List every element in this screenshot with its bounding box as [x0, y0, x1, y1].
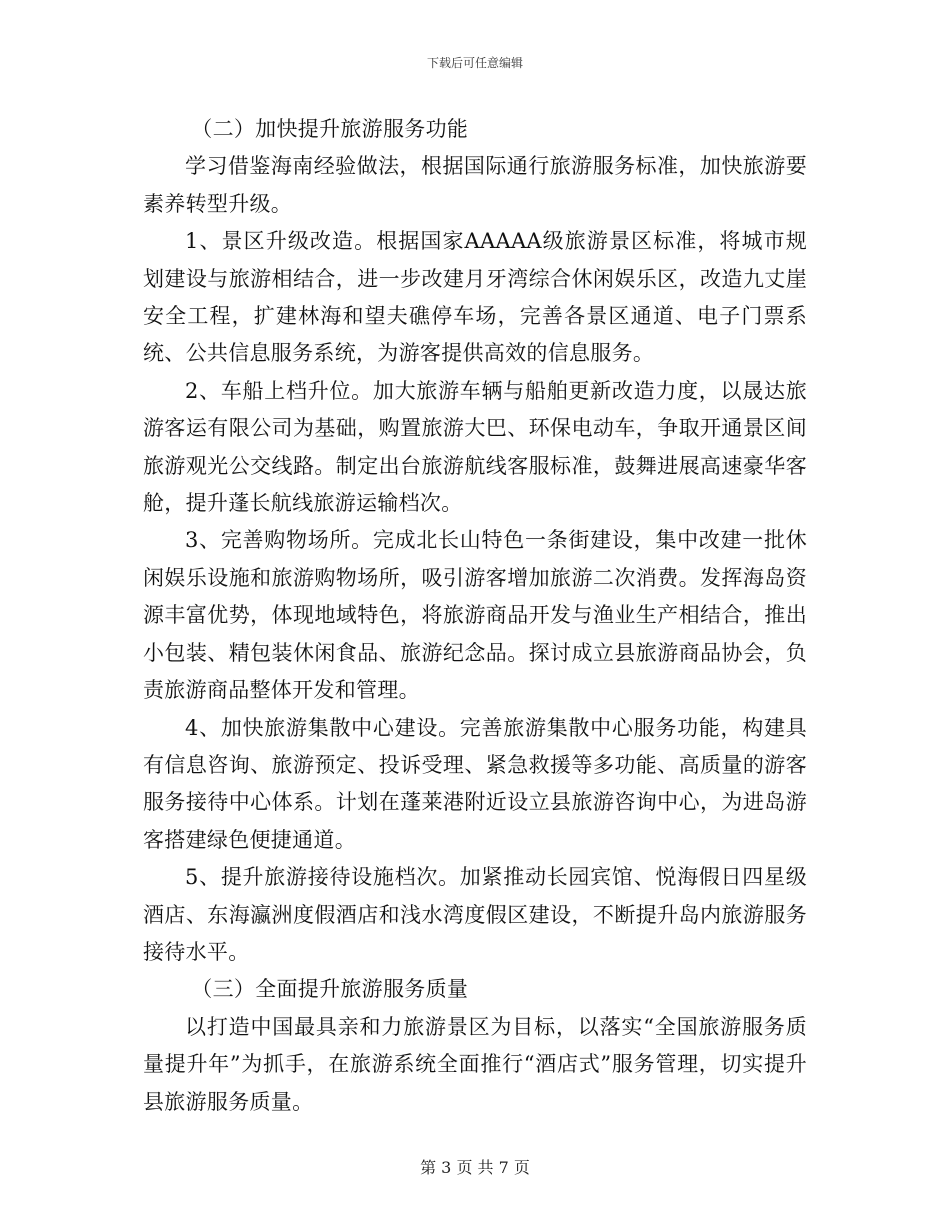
- body-paragraph: 5、提升旅游接待设施档次。加紧推动长园宾馆、悦海假日四星级酒店、东海瀛洲度假酒店和浅水湾度假区建设，不断提升岛内旅游服务接待水平。: [143, 865, 807, 964]
- body-paragraph: 学习借鉴海南经验做法，根据国际通行旅游服务标准，加快旅游要素养转型升级。: [143, 154, 807, 216]
- document-body: [143, 111, 807, 1121]
- section-heading: （二）加快提升旅游服务功能: [191, 117, 469, 141]
- body-paragraph: 4、加快旅游集散中心建设。完善旅游集散中心服务功能，构建具有信息咨询、旅游预定、投诉受理、紧急救援等多功能、高质量的游客服务接待中心体系。计划在蓬莱港附近设立县旅游咨询中心，为进岛游客搭建绿色便捷通道。: [143, 715, 807, 852]
- body-paragraph: 3、完善购物场所。完成北长山特色一条街建设，集中改建一批休闲娱乐设施和旅游购物场所，吸引游客增加旅游二次消费。发挥海岛资源丰富优势，体现地域特色，将旅游商品开发与渔业生产相结合，推出小包装、精包装休闲食品、旅游纪念品。探讨成立县旅游商品协会，负责旅游商品整体开发和管理。: [143, 528, 807, 703]
- body-paragraph: 2、车船上档升位。加大旅游车辆与船舶更新改造力度，以晟达旅游客运有限公司为基础，购置旅游大巴、环保电动车，争取开通景区间旅游观光公交线路。制定出台旅游航线客服标准，鼓舞进展高速豪华客舱，提升蓬长航线旅游运输档次。: [143, 378, 807, 516]
- body-paragraph: 1、景区升级改造。根据国家AAAAA级旅游景区标准，将城市规划建设与旅游相结合，进一步改建月牙湾综合休闲娱乐区，改造九丈崖安全工程，扩建林海和望夫礁停车场，完善各景区通道、电子门票系统、公共信息服务系统，为游客提供高效的信息服务。: [143, 229, 807, 366]
- section-heading: （三）全面提升旅游服务质量: [191, 977, 469, 1002]
- body-paragraph: 以打造中国最具亲和力旅游景区为目标，以落实“全国旅游服务质量提升年”为抓手，在旅游系统全面推行“酒店式”服务管理，切实提升县旅游服务质量。: [143, 1014, 807, 1114]
- page-footer: 第 3 页 共 7 页: [420, 1158, 530, 1177]
- page-header: 下载后可任意编辑: [426, 56, 523, 70]
